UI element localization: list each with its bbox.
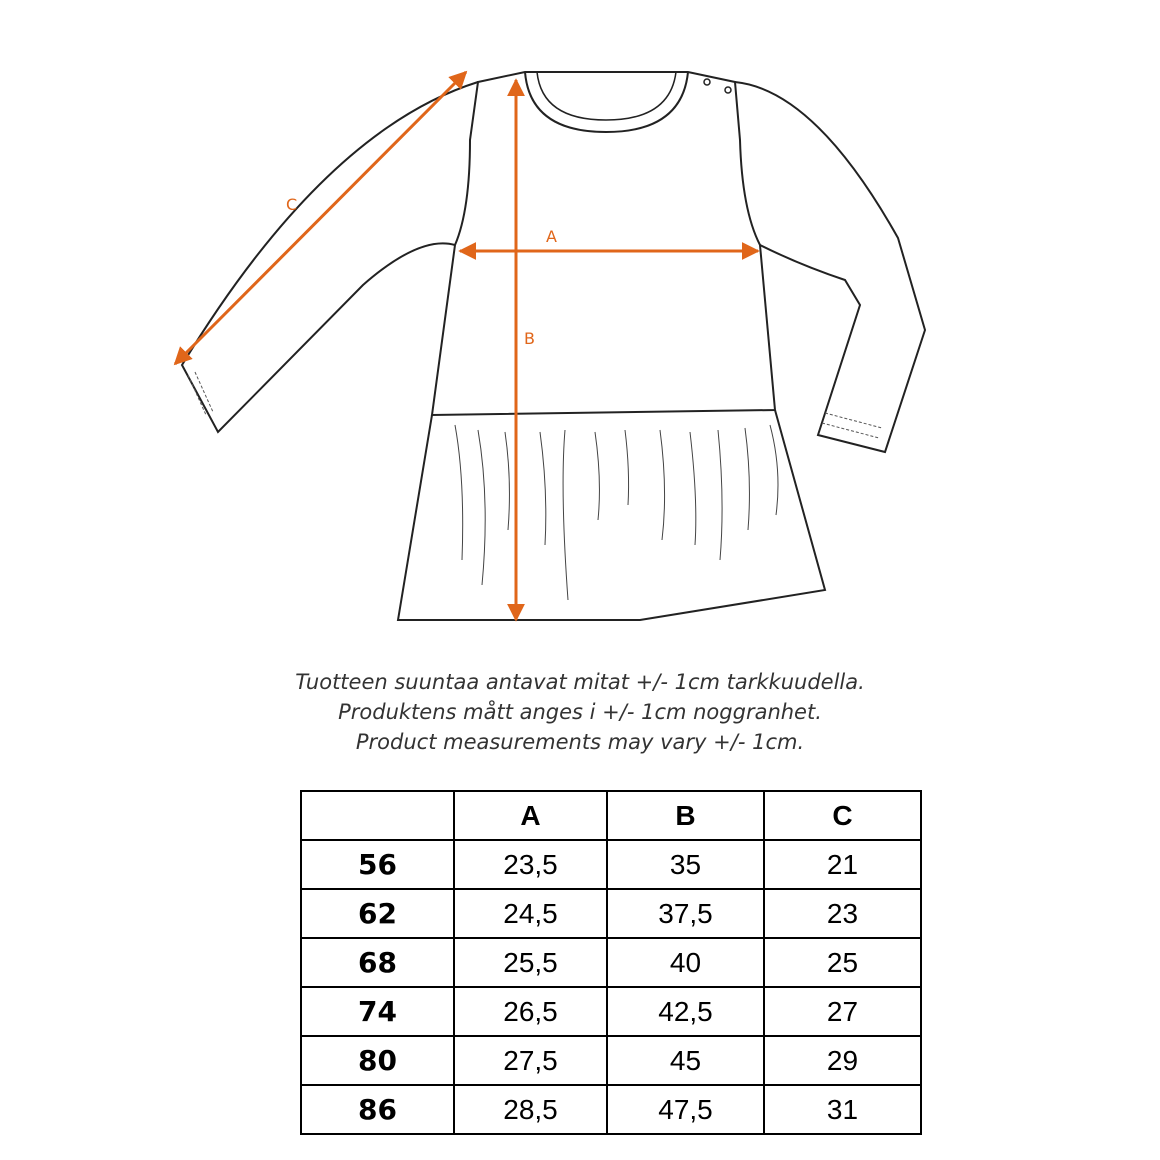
size-cell: 80 (301, 1036, 454, 1085)
value-cell-c: 25 (764, 938, 921, 987)
skirt-gathers (455, 425, 778, 600)
value-cell-c: 29 (764, 1036, 921, 1085)
table-row (301, 1085, 921, 1134)
left-sleeve (182, 82, 478, 432)
table-row (301, 987, 921, 1036)
label-a: A (546, 227, 557, 246)
value-cell-c: 31 (764, 1085, 921, 1134)
left-cuff-stitch (188, 372, 213, 415)
size-cell: 86 (301, 1085, 454, 1134)
label-c: C (286, 195, 298, 214)
button (704, 79, 710, 85)
measurement-note-en: Product measurements may vary +/- 1cm. (355, 730, 805, 754)
value-cell-c: 27 (764, 987, 921, 1036)
value-cell-b: 35 (607, 840, 764, 889)
value-cell-a: 28,5 (454, 1085, 607, 1134)
size-cell: 68 (301, 938, 454, 987)
size-cell: 62 (301, 889, 454, 938)
size-cell: 56 (301, 840, 454, 889)
value-cell-b: 37,5 (607, 889, 764, 938)
table-header-row (301, 791, 921, 840)
measurement-note-fi: Tuotteen suuntaa antavat mitat +/- 1cm tarkkuudella. (295, 670, 865, 694)
size-table (300, 790, 922, 1135)
value-cell-a: 26,5 (454, 987, 607, 1036)
value-cell-a: 27,5 (454, 1036, 607, 1085)
right-sleeve (735, 82, 925, 452)
value-cell-a: 23,5 (454, 840, 607, 889)
table-row (301, 840, 921, 889)
table-row (301, 938, 921, 987)
value-cell-b: 47,5 (607, 1085, 764, 1134)
value-cell-b: 40 (607, 938, 764, 987)
header-cell-empty (301, 791, 454, 840)
value-cell-c: 21 (764, 840, 921, 889)
button (725, 87, 731, 93)
measure-c-arrow (175, 72, 466, 364)
right-cuff-stitch (822, 413, 882, 438)
header-cell-a: A (454, 791, 607, 840)
size-cell: 74 (301, 987, 454, 1036)
value-cell-a: 24,5 (454, 889, 607, 938)
label-b: B (524, 329, 535, 348)
table-row (301, 1036, 921, 1085)
header-cell-b: B (607, 791, 764, 840)
value-cell-c: 23 (764, 889, 921, 938)
value-cell-a: 25,5 (454, 938, 607, 987)
measurement-note-sv: Produktens mått anges i +/- 1cm noggranhet. (338, 700, 822, 724)
value-cell-b: 42,5 (607, 987, 764, 1036)
value-cell-b: 45 (607, 1036, 764, 1085)
table-row (301, 889, 921, 938)
header-cell-c: C (764, 791, 921, 840)
skirt-outline (398, 410, 825, 620)
neckline-inner (537, 72, 676, 120)
bodice-outline (432, 72, 775, 415)
